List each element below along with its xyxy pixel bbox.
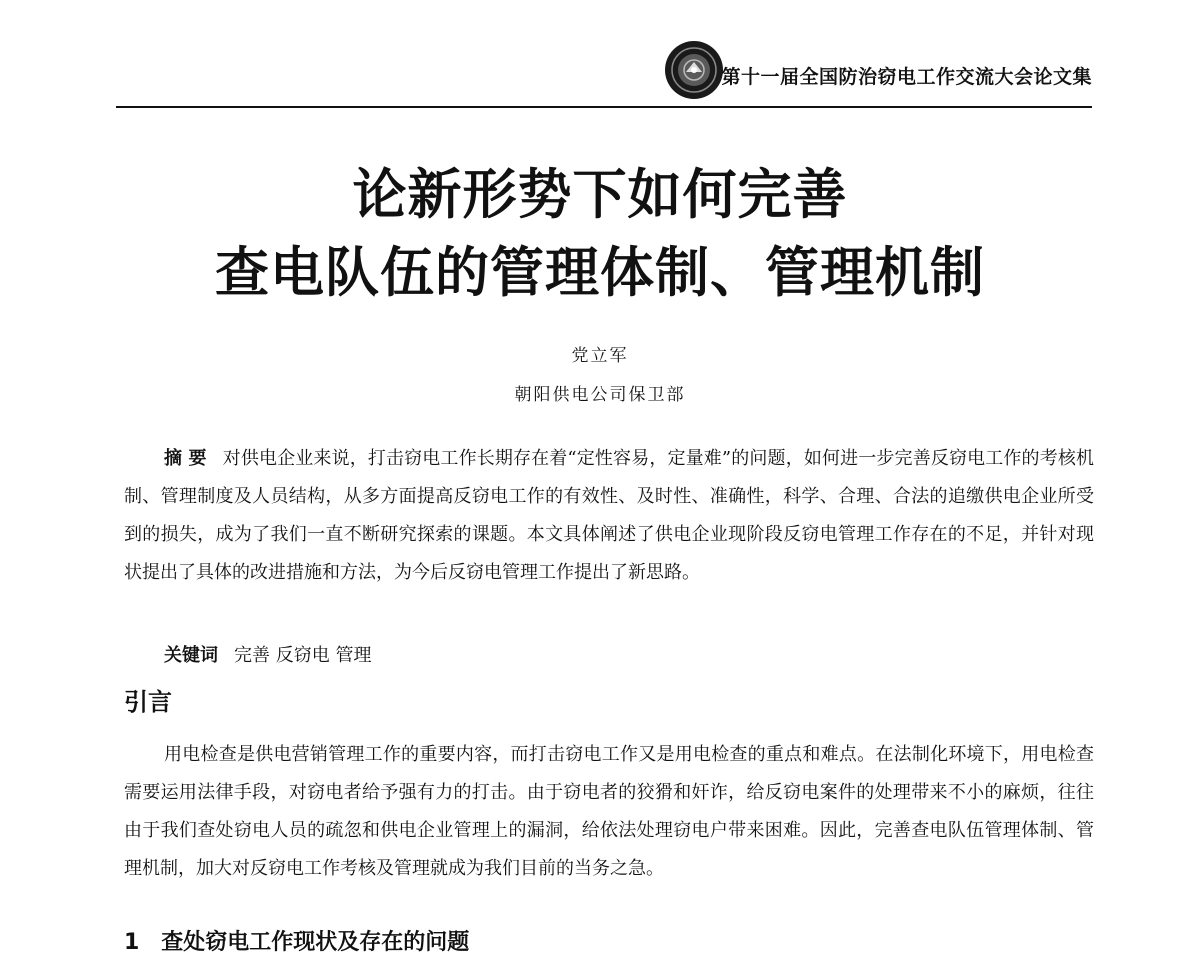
paper-title-line-2: 查电队伍的管理体制、管理机制 (215, 241, 985, 304)
keywords-label: 关键词 (164, 645, 218, 666)
paper-title-line-1: 论新形势下如何完善 (352, 163, 848, 226)
keywords-paragraph (124, 637, 1094, 675)
proceedings-title: 第十一届全国防治窃电工作交流大会论文集 (721, 66, 1092, 88)
abstract-label: 摘 要 (164, 448, 207, 469)
keywords-text: 完善 反窃电 管理 (234, 645, 372, 666)
running-header (116, 36, 1092, 108)
abstract-paragraph (124, 440, 1094, 592)
conference-seal-icon (664, 40, 724, 100)
section-heading-1: 1 查处窃电工作现状及存在的问题 (124, 930, 470, 955)
introduction-text: 用电检查是供电营销管理工作的重要内容，而打击窃电工作又是用电检查的重点和难点。在法制化环境下，用电检查需要运用法律手段，对窃电者给予强有力的打击。由于窃电者的狡猾和奸诈，给反窃电案件的处理带来不小的麻烦，往往由于我们查处窃电人员的疏忽和供电企业管理上的漏洞，给依法处理窃电户带来困难。因此，完善查电队伍管理体制、管理机制，加大对反窃电工作考核及管理就成为我们目前的当务之急。 (124, 744, 1094, 879)
introduction-paragraph (124, 736, 1094, 888)
section-heading-introduction: 引言 (124, 688, 172, 716)
author-affiliation: 朝阳供电公司保卫部 (514, 385, 686, 405)
abstract-text: 对供电企业来说，打击窃电工作长期存在着“定性容易，定量难”的问题，如何进一步完善反窃电工作的考核机制、管理制度及人员结构，从多方面提高反窃电工作的有效性、及时性、准确性，科学、合理、合法的追缴供电企业所受到的损失，成为了我们一直不断研究探索的课题。本文具体阐述了供电企业现阶段反窃电管理工作存在的不足，并针对现状提出了具体的改进措施和方法，为今后反窃电管理工作提出了新思路。 (124, 448, 1094, 583)
author-name: 党立军 (571, 346, 629, 366)
